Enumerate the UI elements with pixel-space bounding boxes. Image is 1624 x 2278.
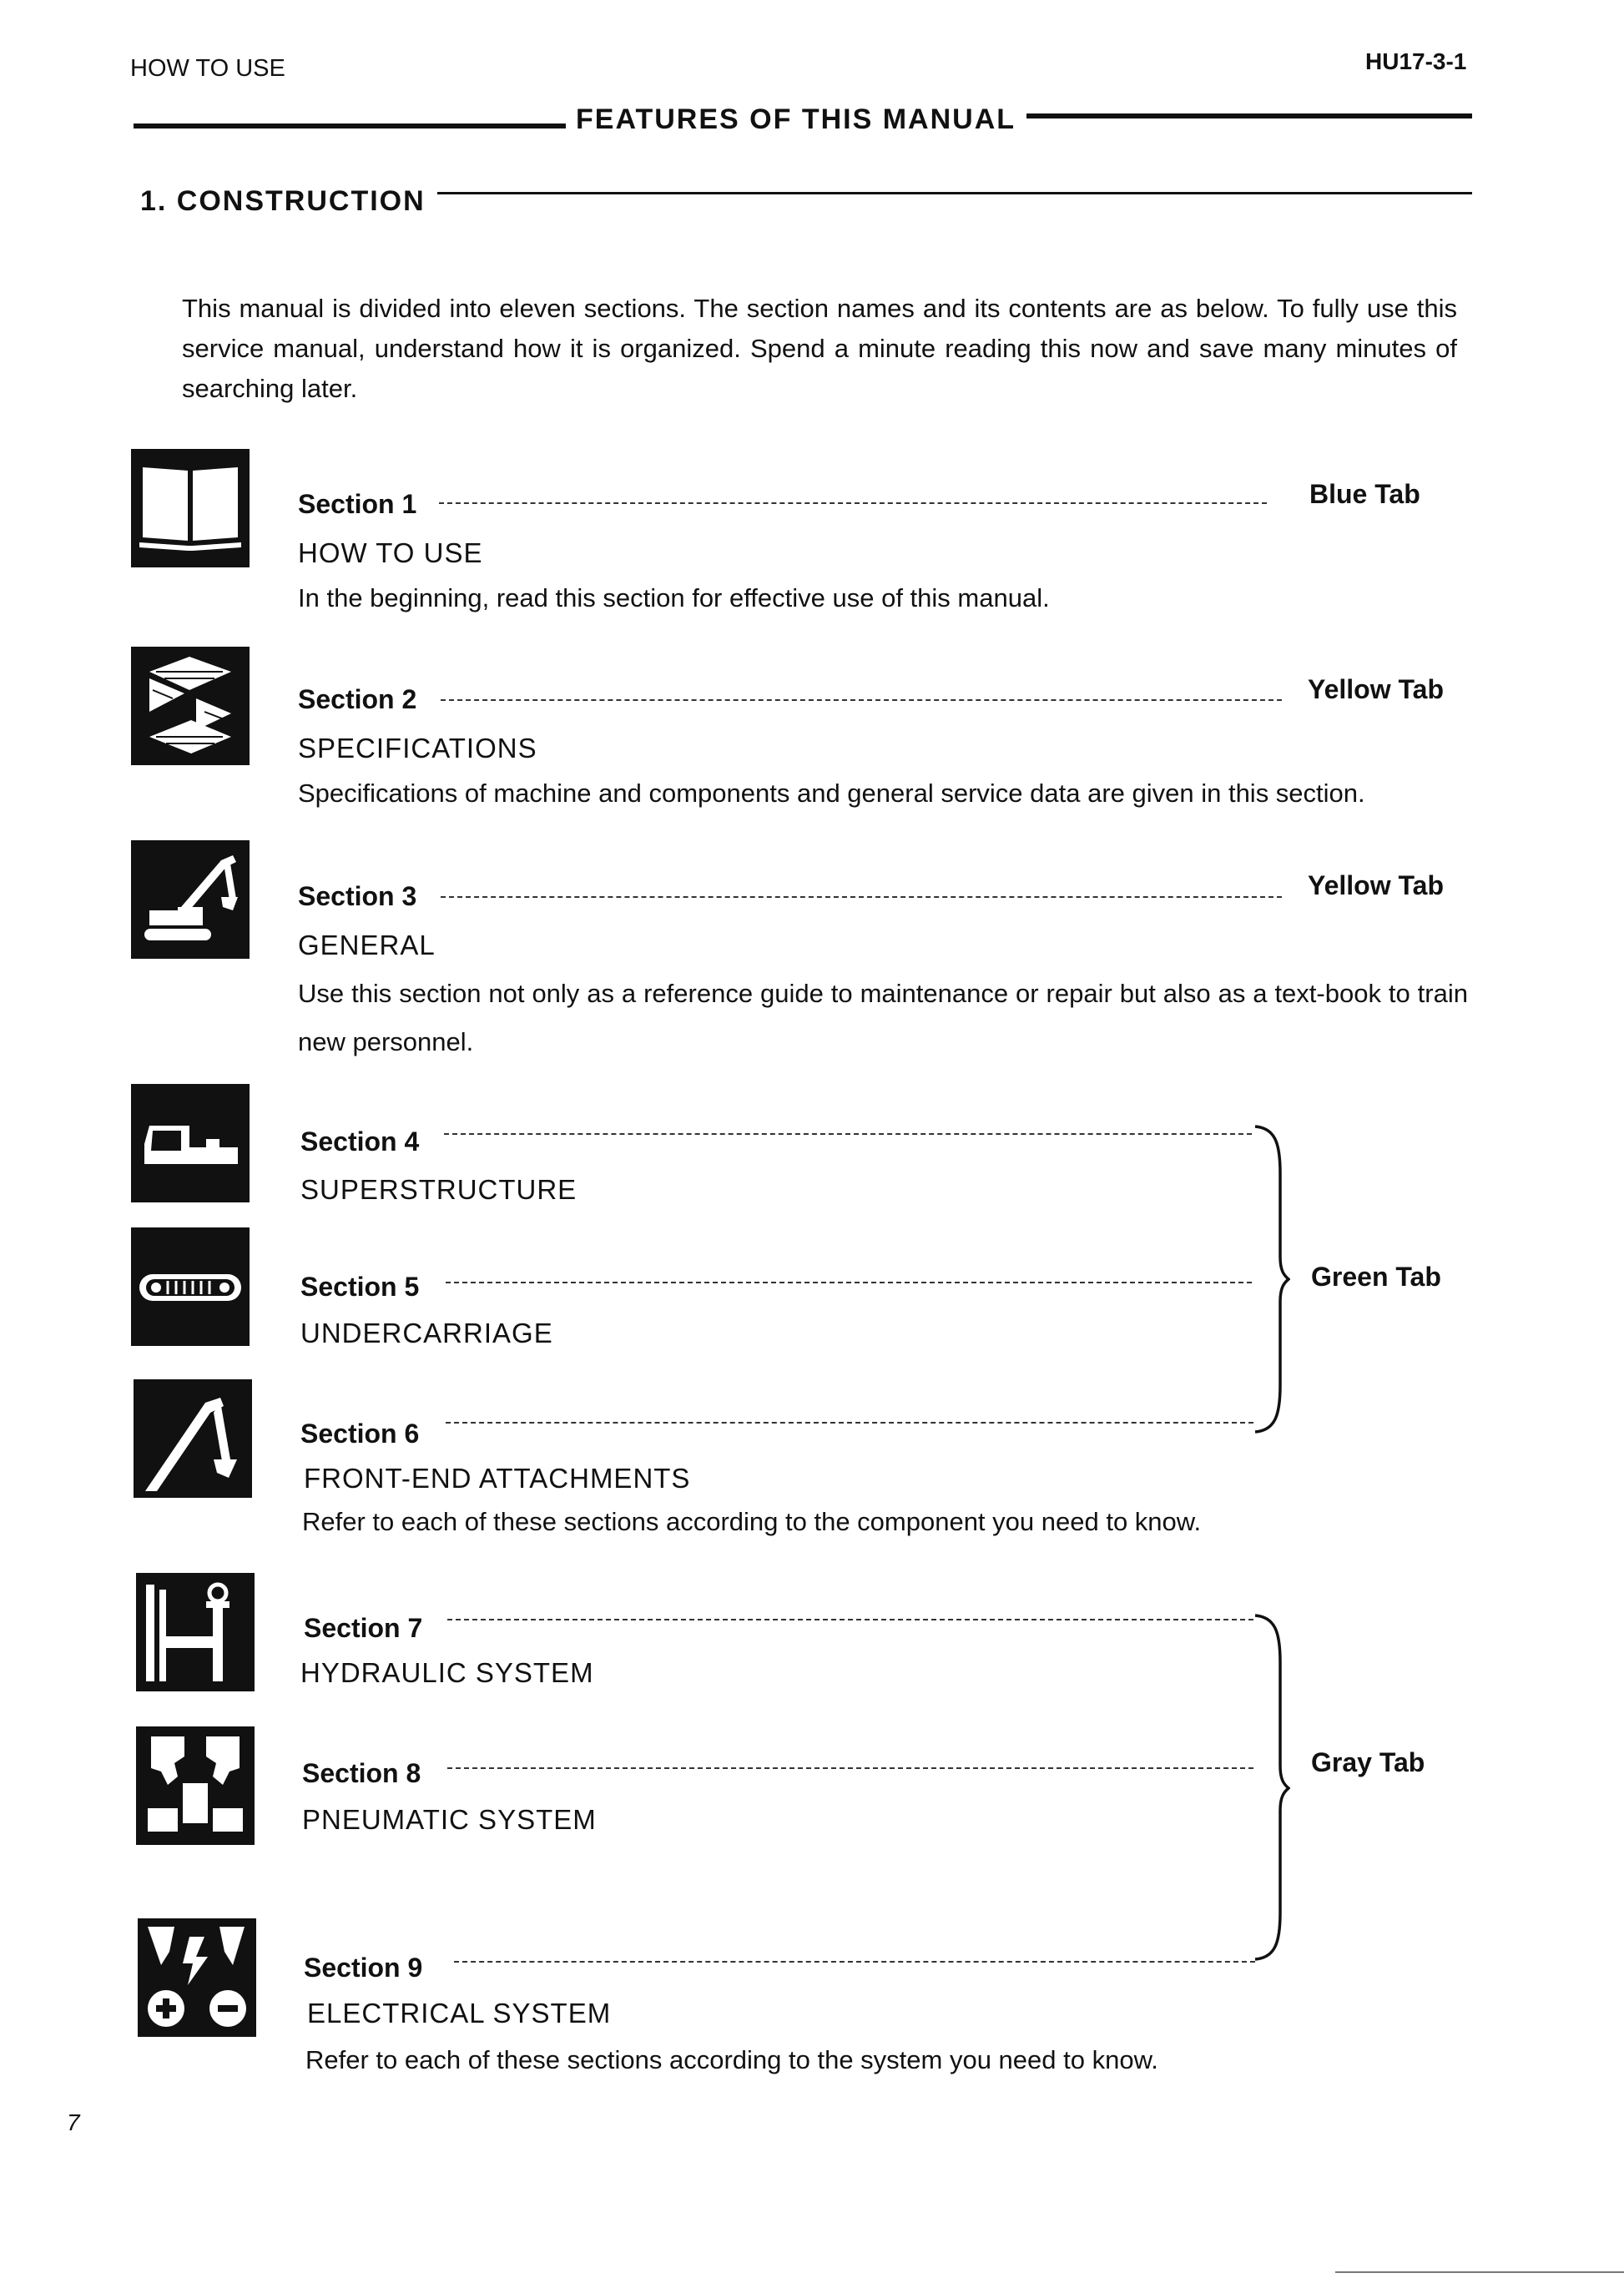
title-rule-left — [134, 123, 566, 129]
section-name: GENERAL — [298, 930, 436, 960]
book-icon — [131, 449, 250, 567]
page-mark: 7 — [67, 2109, 80, 2135]
running-header-left: HOW TO USE — [130, 55, 285, 82]
section-description: In the beginning, read this section for effective use of this manual. — [298, 583, 1050, 612]
section-label: Section 4 — [300, 1126, 420, 1157]
leader-dots — [444, 1133, 1252, 1135]
leader-dots — [441, 896, 1282, 898]
tab-color-label: Green Tab — [1311, 1262, 1441, 1292]
tab-color-label: Yellow Tab — [1308, 674, 1444, 704]
section-label: Section 6 — [300, 1419, 420, 1449]
leader-dots — [447, 1619, 1253, 1620]
section-name: FRONT-END ATTACHMENTS — [304, 1463, 691, 1494]
bottom-edge-rule — [1335, 2271, 1624, 2273]
pneumatic-icon — [136, 1726, 255, 1845]
section-name: SPECIFICATIONS — [298, 733, 537, 764]
section-heading: 1. CONSTRUCTION — [140, 185, 426, 217]
leader-dots — [441, 699, 1282, 701]
s-cube-icon — [131, 647, 250, 765]
section-label: Section 7 — [304, 1613, 423, 1643]
leader-dots — [439, 502, 1267, 504]
group-description: Refer to each of these sections according to the component you need to know. — [302, 1507, 1202, 1536]
hydraulic-icon — [136, 1573, 255, 1691]
green-tab-brace — [1252, 1123, 1290, 1435]
section-name: ELECTRICAL SYSTEM — [307, 1998, 612, 2029]
electrical-icon — [138, 1918, 256, 2037]
track-icon — [131, 1227, 250, 1346]
group-description: Refer to each of these sections according to the system you need to know. — [305, 2045, 1158, 2074]
boom-arm-icon — [134, 1379, 252, 1498]
leader-dots — [446, 1422, 1253, 1424]
heading-rule — [437, 192, 1472, 194]
section-description: Specifications of machine and components and general service data are given in this section. — [298, 779, 1365, 808]
section-name: HOW TO USE — [298, 537, 483, 568]
leader-dots — [454, 1961, 1255, 1963]
leader-dots — [446, 1282, 1252, 1283]
section-label: Section 5 — [300, 1272, 420, 1302]
excavator-icon — [131, 840, 250, 959]
tab-color-label: Yellow Tab — [1308, 870, 1444, 900]
section-label: Section 3 — [298, 881, 417, 911]
cab-icon — [131, 1084, 250, 1202]
section-label: Section 8 — [302, 1758, 421, 1788]
section-name: PNEUMATIC SYSTEM — [302, 1804, 597, 1835]
section-name: SUPERSTRUCTURE — [300, 1174, 577, 1205]
section-name: HYDRAULIC SYSTEM — [300, 1657, 594, 1688]
intro-paragraph: This manual is divided into eleven sections. The section names and its contents are as below. To fully use this service manual, understand how it is organized. Spend a minute reading this now and save many minutes of searching later. — [182, 294, 1457, 403]
section-label: Section 1 — [298, 489, 417, 519]
page-title: FEATURES OF THIS MANUAL — [576, 103, 1016, 135]
section-label: Section 9 — [304, 1953, 423, 1983]
tab-color-label: Blue Tab — [1309, 479, 1420, 509]
tab-color-label: Gray Tab — [1311, 1747, 1425, 1777]
title-rule-right — [1026, 113, 1472, 118]
document-code: HU17-3-1 — [1365, 48, 1467, 74]
section-label: Section 2 — [298, 684, 417, 714]
section-description: Use this section not only as a reference guide to maintenance or repair but also as a text-book to train new personnel. — [298, 979, 1468, 1056]
gray-tab-brace — [1252, 1612, 1290, 1963]
section-name: UNDERCARRIAGE — [300, 1318, 553, 1348]
leader-dots — [447, 1767, 1253, 1769]
